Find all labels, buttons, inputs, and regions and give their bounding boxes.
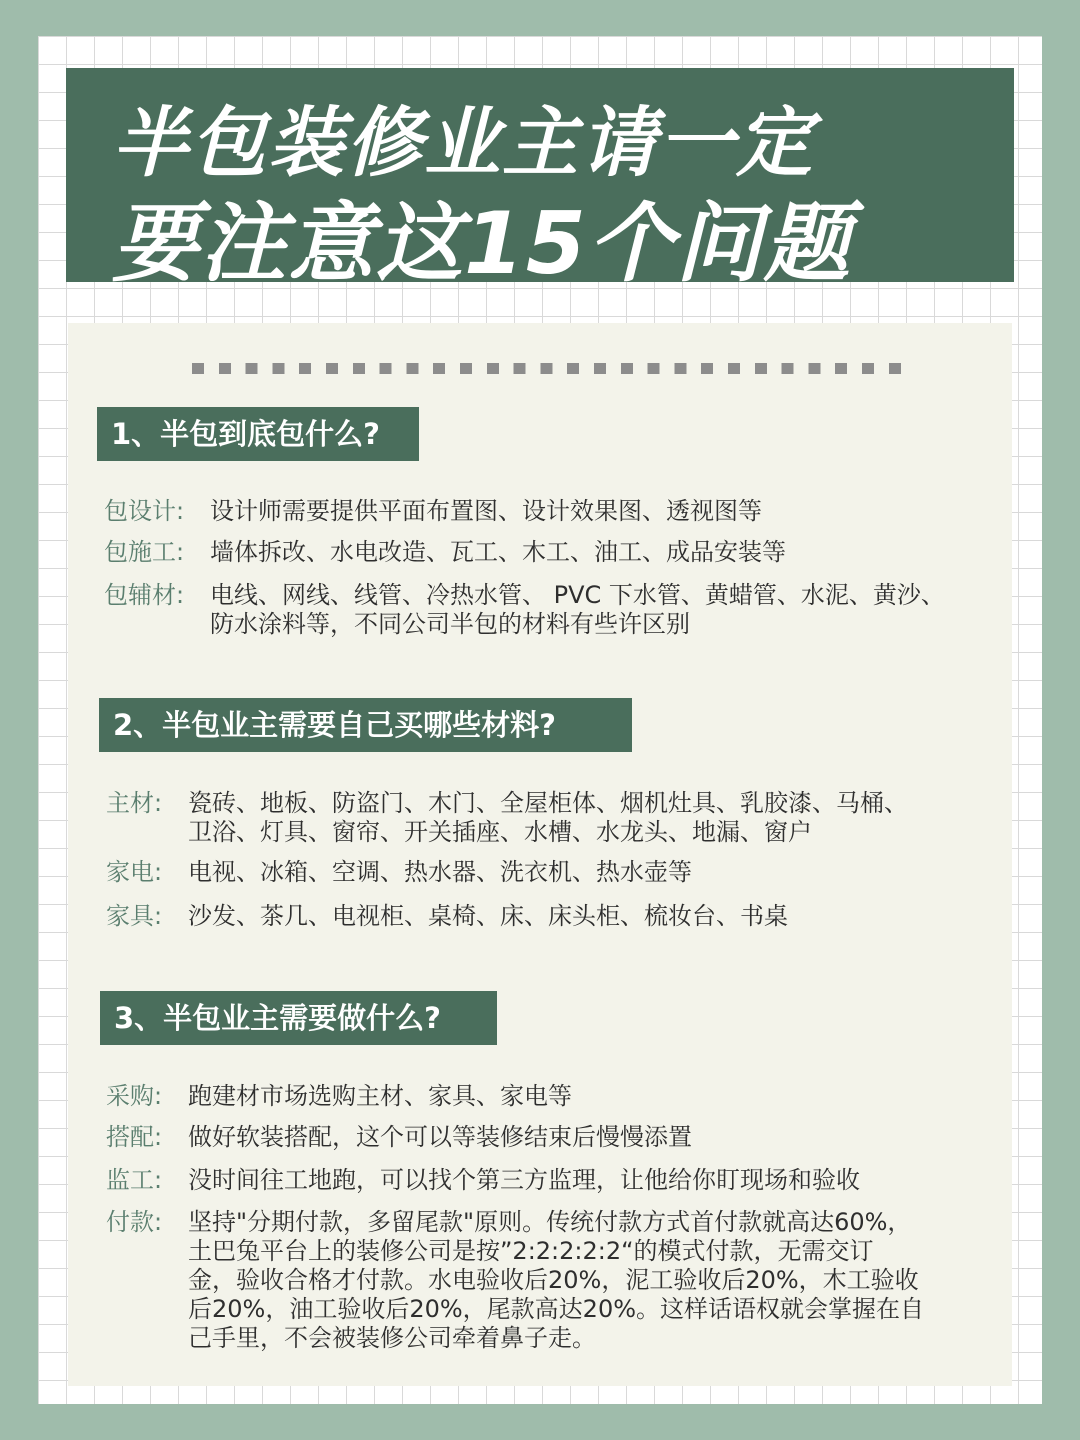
item-text: 跑建材市场选购主材、家具、家电等 [188, 1082, 572, 1110]
item-label: 主材: [106, 789, 163, 817]
item-text: 没时间往工地跑，可以找个第三方监理，让他给你盯现场和验收 [188, 1166, 860, 1194]
item-text: 沙发、茶几、电视柜、桌椅、床、床头柜、梳妆台、书桌 [188, 902, 788, 930]
item-label: 采购: [106, 1082, 163, 1110]
item-label: 家具: [106, 902, 163, 930]
title-line-2: 要注意这15个问题 [112, 194, 852, 294]
item-label: 家电: [106, 858, 163, 886]
item-label: 付款: [106, 1208, 163, 1236]
title-banner [66, 68, 1014, 294]
item-text: 设计师需要提供平面布置图、设计效果图、透视图等 [210, 497, 762, 525]
item-label: 包施工: [104, 538, 185, 566]
item-label: 包辅材: [104, 581, 185, 609]
item-text: 瓷砖、地板、防盗门、木门、全屋柜体、烟机灶具、乳胶漆、马桶、 卫浴、灯具、窗帘、开关插座、水槽、水龙头、地漏、窗户 [188, 789, 908, 846]
item-text: 坚持"分期付款，多留尾款"原则。传统付款方式首付款就高达60%， 土巴兔平台上的装修公司是按”2:2:2:2:2“的模式付款，无需交订 金，验收合格才付款。水电验收后20%，泥工验收后20%，木工验收 后20%，油工验收后20%，尾款高达20%。这样话语权就会掌握在自 己手里，不会被装修公司牵着鼻子走。 [188, 1208, 925, 1352]
title-line-1: 半包装修业主请一定 [112, 98, 814, 187]
item-label: 搭配: [106, 1123, 163, 1151]
item-text: 墙体拆改、水电改造、瓦工、木工、油工、成品安装等 [210, 538, 786, 566]
item-text: 电视、冰箱、空调、热水器、洗衣机、热水壶等 [188, 858, 692, 886]
dashed-divider [192, 363, 902, 374]
item-text: 电线、网线、线管、冷热水管、 PVC 下水管、黄蜡管、水泥、黄沙、 防水涂料等，不同公司半包的材料有些许区别 [210, 581, 945, 638]
content-card [68, 323, 1012, 1386]
section-1-heading: 1、半包到底包什么? [97, 407, 419, 461]
item-text: 做好软装搭配，这个可以等装修结束后慢慢添置 [188, 1123, 692, 1151]
item-label: 监工: [106, 1166, 163, 1194]
item-label: 包设计: [104, 497, 185, 525]
section-2-heading: 2、半包业主需要自己买哪些材料? [99, 698, 632, 752]
section-3-heading: 3、半包业主需要做什么? [100, 991, 497, 1045]
